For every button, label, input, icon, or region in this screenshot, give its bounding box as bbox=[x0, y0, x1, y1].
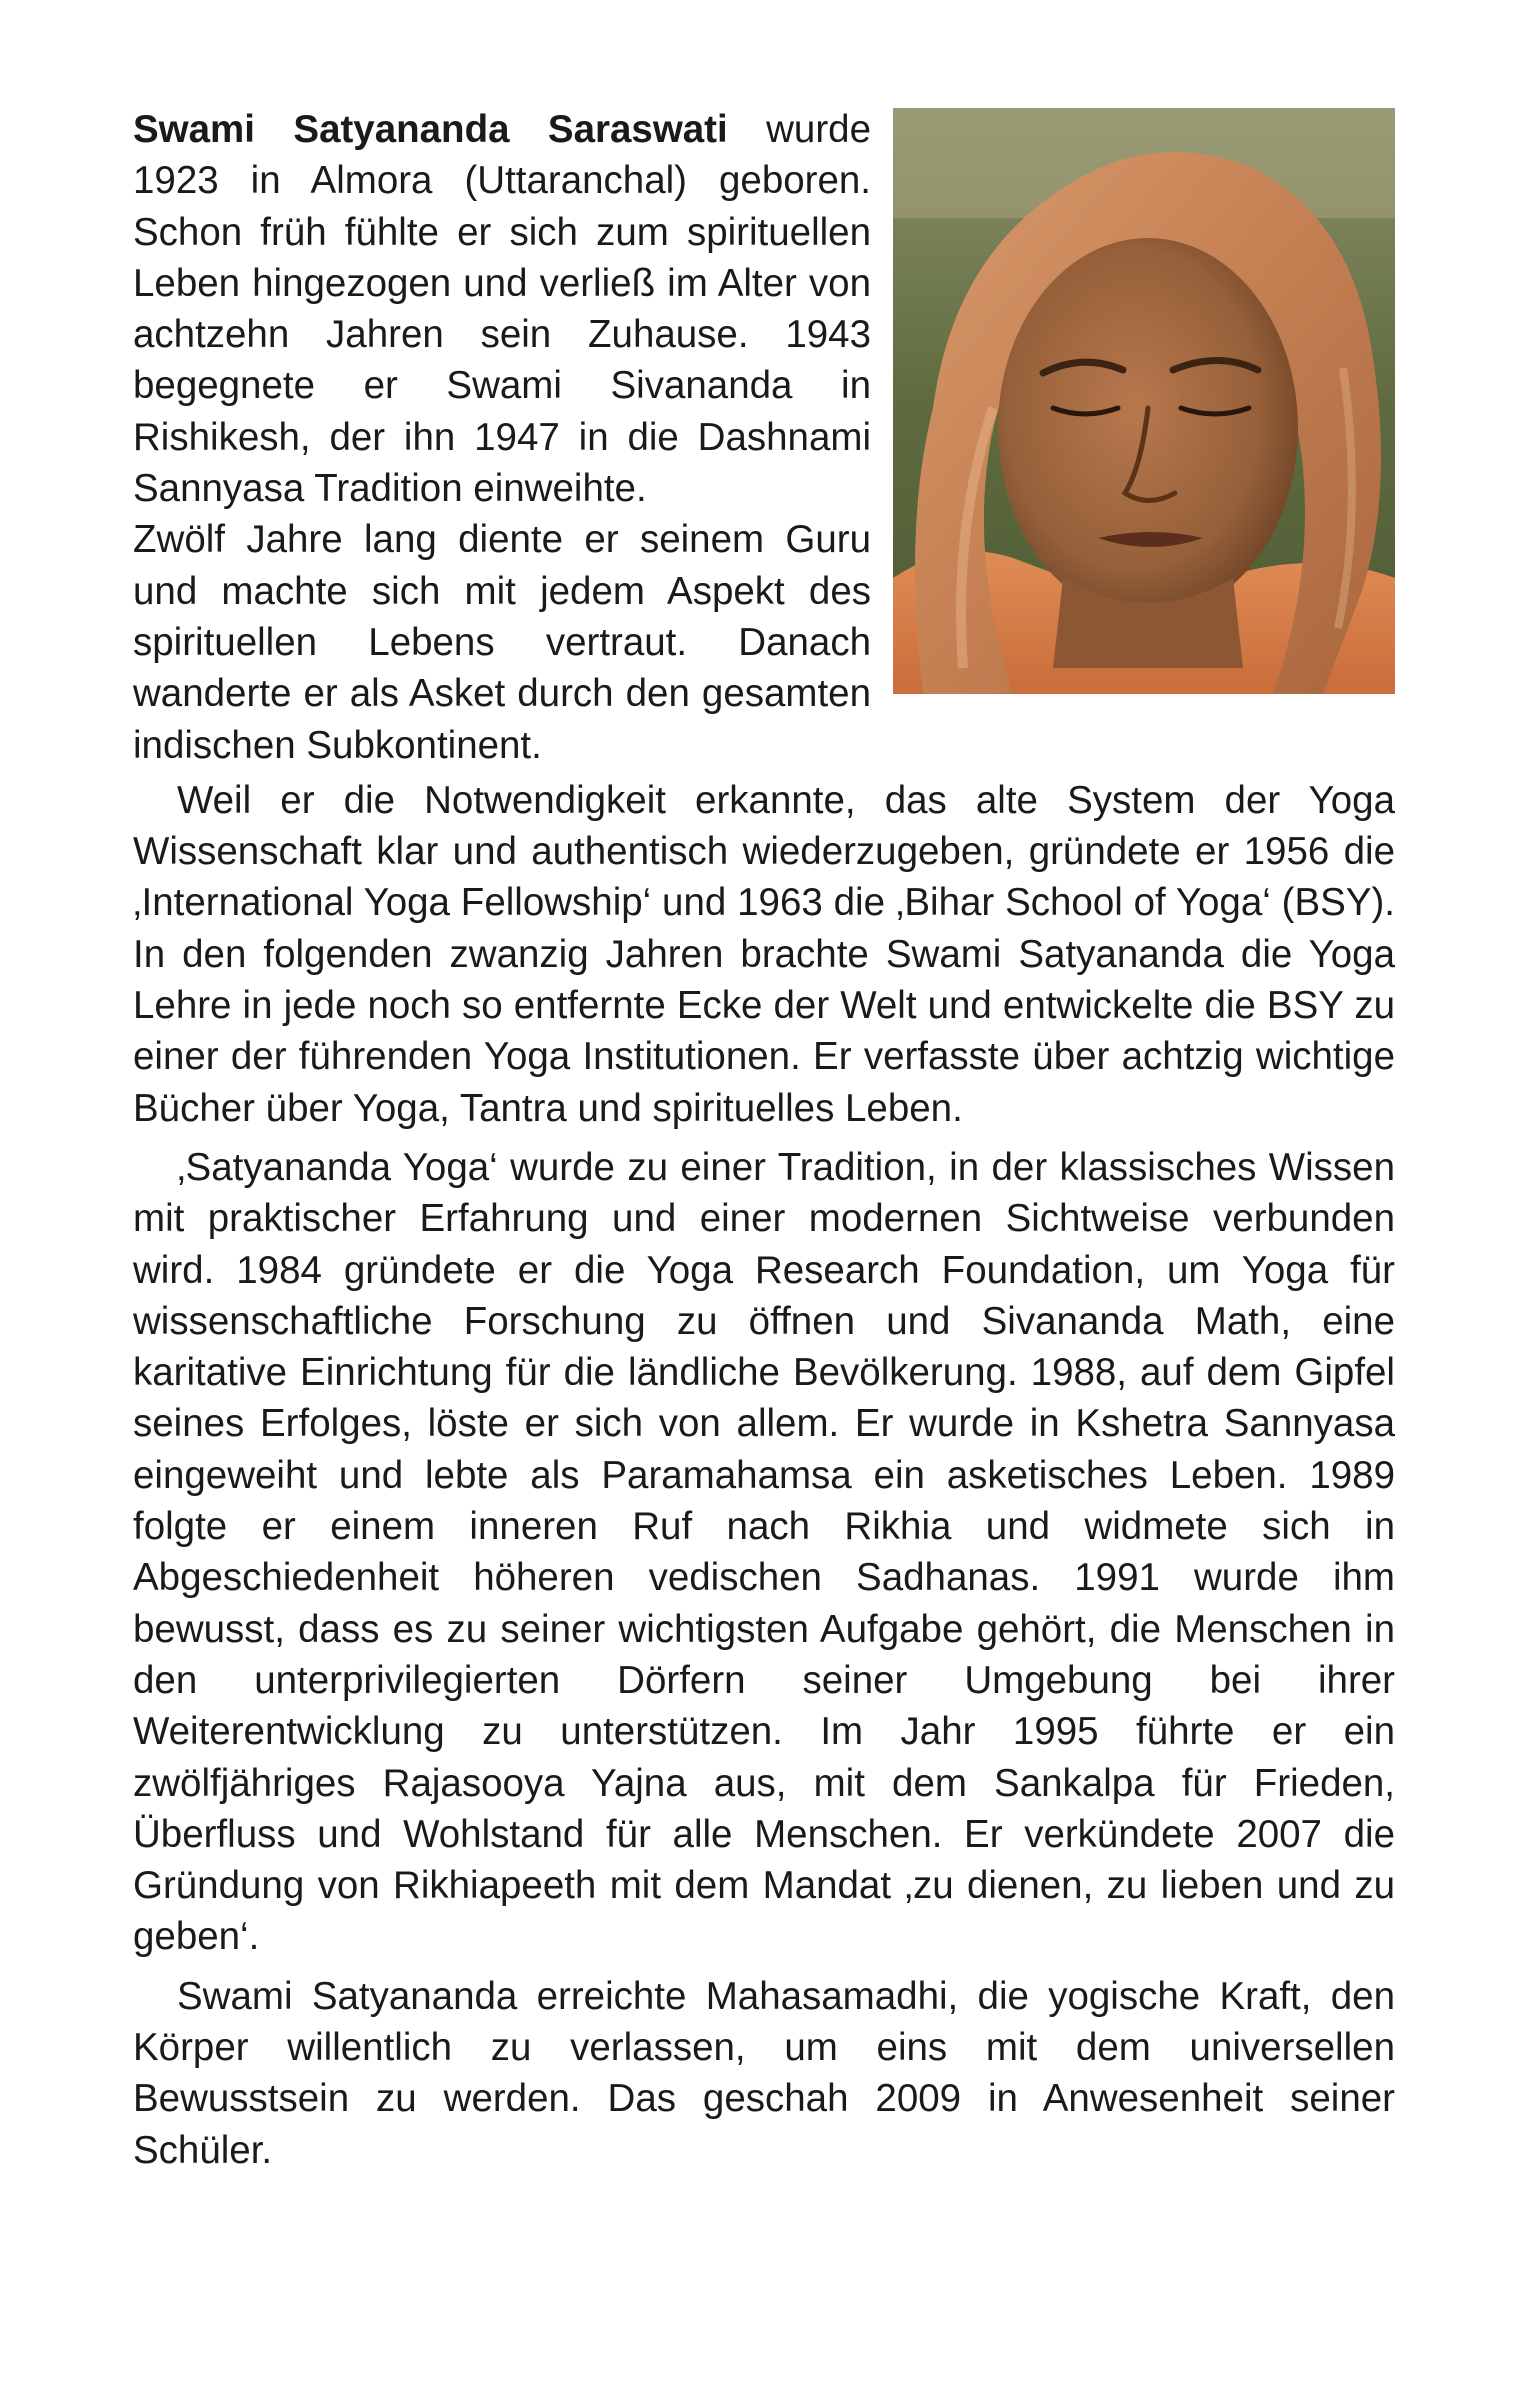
biography-page bbox=[133, 104, 1395, 2176]
portrait-illustration bbox=[893, 108, 1395, 694]
paragraph-5: Swami Satyananda erreichte Mahasamadhi, die yogische Kraft, den Körper willentlich zu verlassen, um eins mit dem universellen Bewusstsein zu werden. Das geschah 2009 in Anwesenheit seiner Schüler. bbox=[133, 1974, 1395, 2172]
portrait-photo bbox=[893, 108, 1395, 694]
paragraph-2: Zwölf Jahre lang diente er seinem Guru und machte sich mit jedem Aspekt des spirituellen Lebens vertraut. Danach wanderte er als Asket durch den gesamten indischen Subkontinent. bbox=[133, 518, 871, 767]
paragraph-4: ‚Satyananda Yoga‘ wurde zu einer Tradition, in der klassisches Wissen mit praktischer Erfahrung und einer modernen Sichtweise verbunden wird. 1984 gründete er die Yoga Research Foundation, um Yoga für wissenschaftliche Forschung zu öffnen und Sivananda Math, eine karitative Einrichtung für die ländliche Bevölkerung. 1988, auf dem Gipfel seines Erfolges, löste er sich von allem. Er wurde in Kshetra Sannyasa eingeweiht und lebte als Paramahamsa ein asketisches Leben. 1989 folgte er einem inneren Ruf nach Rikhia und widmete sich in Abgeschiedenheit höheren vedischen Sadhanas. 1991 wurde ihm bewusst, dass es zu seiner wichtigsten Aufgabe gehört, die Menschen in den unterprivilegierten Dörfern seiner Umgebung bei ihrer Weiterentwicklung zu unterstützen. Im Jahr 1995 führte er ein zwölfjähriges Rajasooya Yajna aus, mit dem Sankalpa für Frieden, Überfluss und Wohlstand für alle Menschen. Er verkündete 2007 die Gründung von Rikhiapeeth mit dem Mandat ‚zu dienen, zu lieben und zu geben‘. bbox=[133, 1145, 1395, 1959]
paragraph-1-text: wurde 1923 in Almora (Uttaranchal) geboren. Schon früh fühlte er sich zum spirituellen Leben hingezogen und verließ im Alter von achtzehn Jahren sein Zuhause. 1943 begegnete er Swami Sivananda in Rishikesh, der ihn 1947 in die Dashnami Sannyasa Tradition einweihte. bbox=[133, 108, 871, 511]
paragraph-3: Weil er die Notwendigkeit erkannte, das alte System der Yoga Wissenschaft klar und authentisch wiederzugeben, gründete er 1956 die ‚International Yoga Fellowship‘ und 1963 die ‚Bihar School of Yoga‘ (BSY). In den folgenden zwanzig Jahren brachte Swami Satyananda die Yoga Lehre in jede noch so entfernte Ecke der Welt und entwickelte die BSY zu einer der führenden Yoga Institutionen. Er verfasste über achtzig wichtige Bücher über Yoga, Tantra und spirituelles Leben. bbox=[133, 778, 1395, 1130]
person-name: Swami Satyananda Saraswati bbox=[133, 108, 728, 151]
